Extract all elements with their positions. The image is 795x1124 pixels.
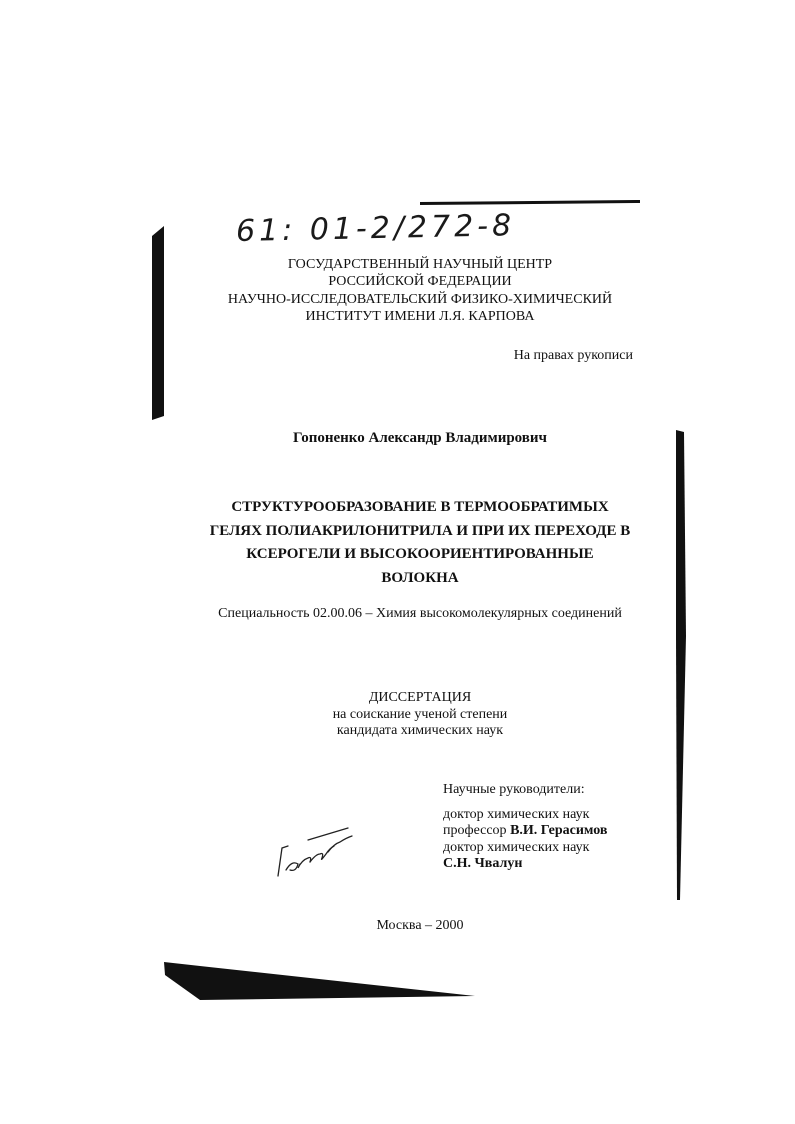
- specialty: Специальность 02.00.06 – Химия высокомолекулярных соединений: [218, 606, 622, 621]
- institute-name: [120, 291, 720, 325]
- title-line: КСЕРОГЕЛИ И ВЫСОКООРИЕНТИРОВАННЫЕ: [246, 546, 594, 562]
- institution-line: ИНСТИТУТ ИМЕНИ Л.Я. КАРПОВА: [305, 309, 535, 324]
- advisor-name: В.И. Герасимов: [510, 823, 608, 838]
- author-name: Гопоненко Александр Владимирович: [292, 430, 548, 446]
- dissertation-title: [200, 496, 640, 590]
- dissertation-type-block: [220, 690, 620, 740]
- institution-line: РОССИЙСКОЙ ФЕДЕРАЦИИ: [328, 274, 512, 289]
- title-line: СТРУКТУРООБРАЗОВАНИЕ В ТЕРМООБРАТИМЫХ: [231, 499, 609, 515]
- advisor-name: С.Н. Чвалун: [443, 856, 523, 871]
- advisor-degree: доктор химических наук: [443, 839, 590, 855]
- institution-header: [120, 256, 720, 290]
- city-year: Москва – 2000: [376, 918, 464, 933]
- advisor-degree: доктор химических наук: [443, 806, 590, 822]
- advisors-heading: Научные руководители:: [443, 782, 585, 797]
- archive-code: 61: 01-2/272-8: [235, 208, 516, 249]
- scan-right-edge: [676, 430, 686, 900]
- advisor-title: профессор: [443, 823, 507, 838]
- dissertation-type: ДИССЕРТАЦИЯ: [368, 690, 472, 705]
- rights-note: На правах рукописи: [513, 348, 633, 363]
- scan-bottom-edge: [164, 962, 475, 1000]
- advisor-1: [443, 823, 607, 840]
- institution-line: ГОСУДАРСТВЕННЫЙ НАУЧНЫЙ ЦЕНТР: [287, 257, 553, 272]
- title-line: ГЕЛЯХ ПОЛИАКРИЛОНИТРИЛА И ПРИ ИХ ПЕРЕХОДЕ В: [209, 522, 631, 539]
- title-line: ВОЛОКНА: [381, 569, 459, 586]
- scan-top-edge: [420, 200, 640, 205]
- advisors-block: [443, 782, 607, 873]
- handwritten-signature: [268, 820, 358, 884]
- institution-line: НАУЧНО-ИССЛЕДОВАТЕЛЬСКИЙ ФИЗИКО-ХИМИЧЕСКИЙ: [227, 292, 613, 307]
- degree-purpose: кандидата химических наук: [336, 723, 504, 738]
- degree-purpose: на соискание ученой степени: [332, 706, 508, 722]
